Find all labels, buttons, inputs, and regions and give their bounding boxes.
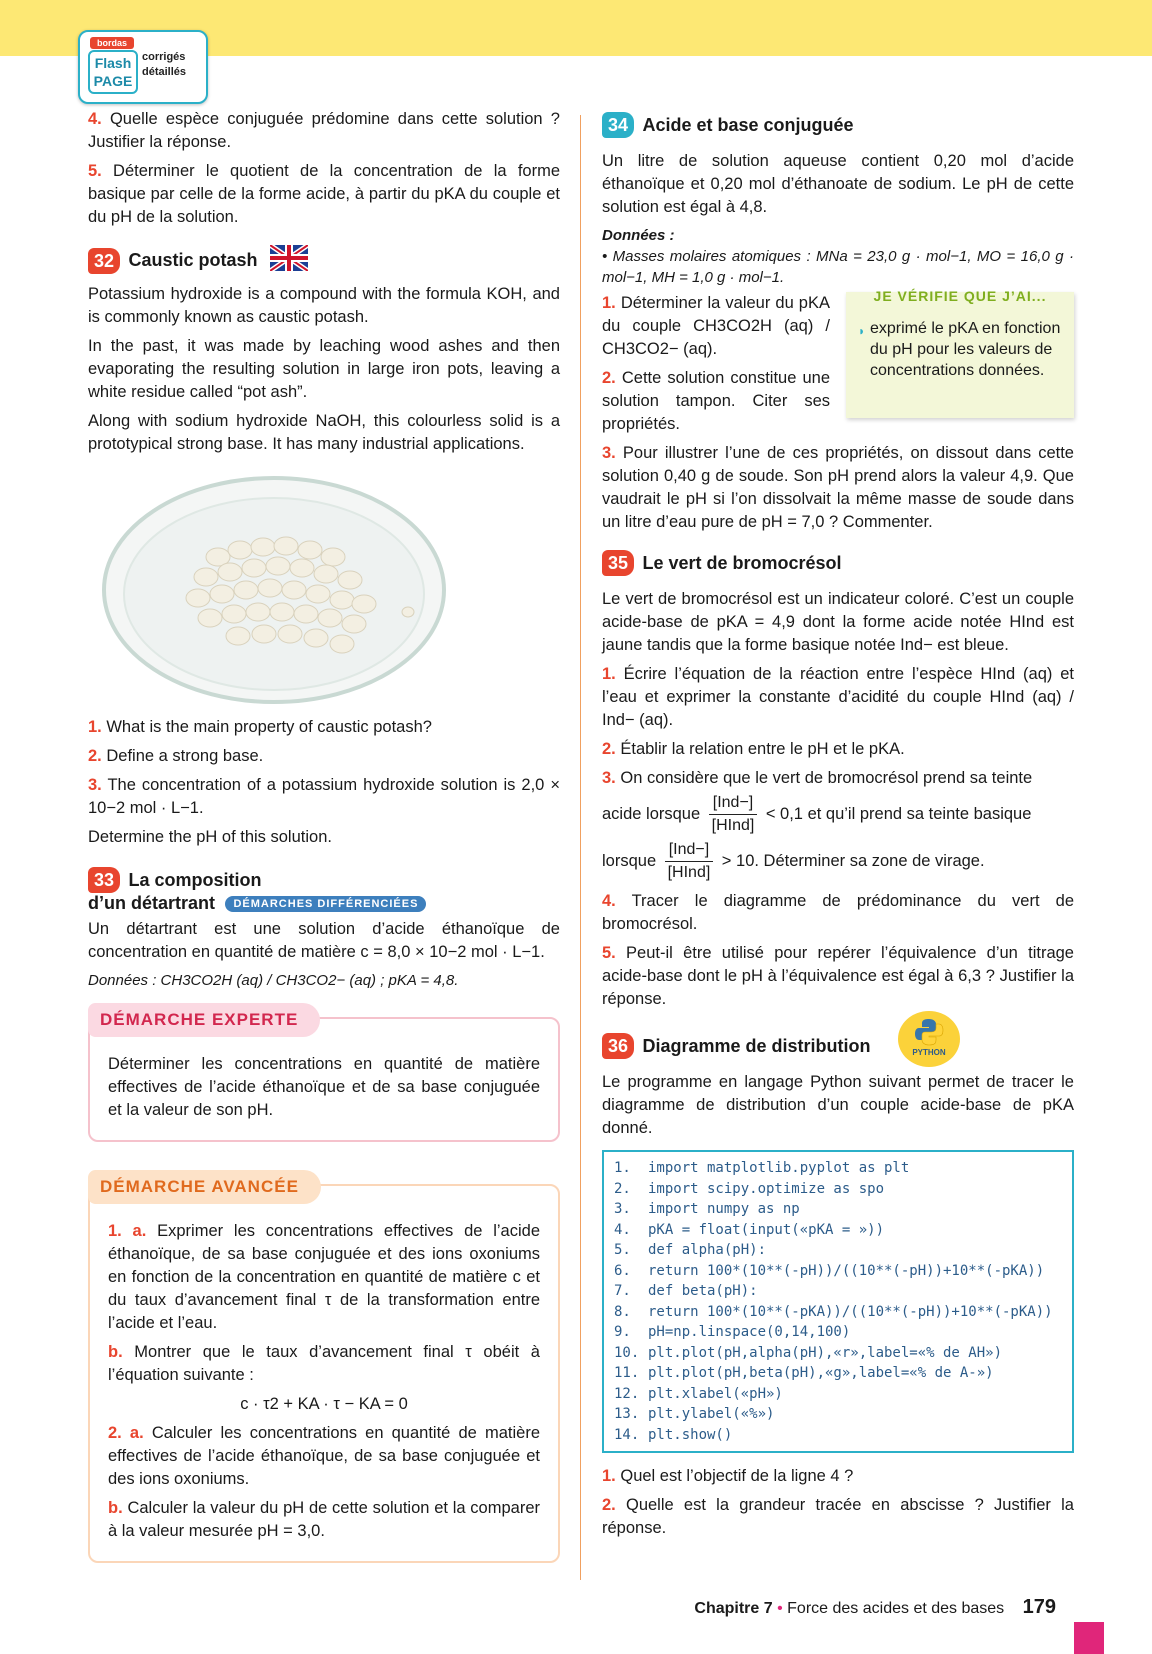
code-line: 1. import matplotlib.pyplot as plt	[614, 1160, 910, 1176]
code-line: 6. return 100*(10**(-pH))/((10**(-pH))+10**(-pKA))	[614, 1262, 1045, 1279]
ex32-question-3: 3. The concentration of a potassium hydroxide solution is 2,0 × 10−2 mol · L−1.	[88, 776, 560, 817]
page-corner-tab	[1074, 1622, 1104, 1654]
ex32-question-2: 2. Define a strong base.	[88, 747, 264, 765]
logo-brand: bordas	[90, 37, 134, 49]
ex34-question-1: 1. Déterminer la valeur du pKA du couple CH3CO2H (aq) / CH3CO2− (aq).	[602, 294, 830, 358]
ex36-question-2: 2. Quelle est la grandeur tracée en abscisse ? Justifier la réponse.	[602, 1496, 1074, 1537]
python-icon: PYTHON	[898, 1011, 960, 1067]
code-line: 11. plt.plot(pH,beta(pH),«g»,label=«% de A-»)	[614, 1365, 994, 1381]
ex32-question-3b: Determine the pH of this solution.	[88, 828, 332, 846]
ex34-paragraph: Un litre de solution aqueuse contient 0,20 mol d’acide éthanoïque et 0,20 mol d’éthanoate de sodium. Le pH de cette solution est égal à 4,8.	[602, 152, 1074, 216]
code-line: 3. import numpy as np	[614, 1201, 800, 1217]
exercise-title: Diagramme de distribution	[642, 1035, 871, 1056]
arrow-icon: ◗	[858, 324, 866, 338]
ratio-fraction: $\frac{\text{[Ind−]}}{\text{[HInd]}}$	[665, 839, 713, 884]
avancee-2b: b. Calculer la valeur du pH de cette solution et la comparer à la valeur mesurée pH = 3,0.	[108, 1499, 540, 1540]
ex35-paragraph: Le vert de bromocrésol est un indicateur coloré. C’est un couple acide-base de pKA = 4,9 dont la forme acide notée HInd est jaune tandis que la forme basique notée Ind− est bleue.	[602, 590, 1074, 654]
caustic-potash-photo	[88, 462, 560, 712]
ex32-paragraph-1: Potassium hydroxide is a compound with the formula KOH, and is commonly known as caustic potash.	[88, 285, 560, 326]
ex36-paragraph: Le programme en langage Python suivant permet de tracer le diagramme de distribution d’un couple acide-base de pKA donné.	[602, 1073, 1074, 1137]
logo-flash-page: Flash PAGE	[88, 50, 138, 94]
code-line: 12. plt.xlabel(«pH»)	[614, 1385, 783, 1402]
avancee-equation: c · τ2 + KA · τ − KA = 0	[240, 1395, 408, 1413]
ex34-data: Données : • Masses molaires atomiques : MNa = 23,0 g · mol−1, MO = 16,0 g · mol−1, MH = 1,0 g · mol−1.	[602, 227, 1074, 286]
exercise-title: Acide et base conjuguée	[642, 114, 854, 135]
code-line: 8. return 100*(10**(-pKA))/((10**(-pH))+10**(-pKA))	[614, 1303, 1053, 1320]
q4: 4. Quelle espèce conjuguée prédomine dans cette solution ? Justifier la réponse.	[88, 110, 560, 151]
ex35-question-3-line-1: acide lorsque $\frac{\text{[Ind−]}}{\text{[HInd]}}$ < 0,1 et qu’il prend sa teinte basique	[602, 792, 1074, 837]
ex35-question-4: 4. Tracer le diagramme de prédominance du vert de bromocrésol.	[602, 892, 1074, 933]
exercise-36-heading	[602, 1033, 1074, 1067]
column-divider	[580, 115, 581, 1580]
code-line: 4. pKA = float(input(«pKA = »))	[614, 1221, 885, 1238]
ex33-paragraph: Un détartrant est une solution d’acide éthanoïque de concentration en quantité de matière c = 8,0 × 10−2 mol · L−1.	[88, 920, 560, 961]
ex32-question-1: 1. What is the main property of caustic potash?	[88, 718, 432, 736]
exercise-title: Le vert de bromocrésol	[642, 552, 842, 573]
logo-corriges: corrigés détaillés	[142, 51, 187, 78]
avancee-1a: 1. a. Exprimer les concentrations effectives de l’acide éthanoïque, de sa base conjuguée et des ions oxoniums en fonction de la concentration en quantité de matière c et du taux d’avancement final τ de la transformation entre l’acide et l’eau.	[108, 1222, 540, 1332]
exercise-33-heading	[88, 867, 560, 914]
exercise-34-heading	[602, 112, 1074, 146]
bullet: •	[777, 1600, 783, 1617]
avancee-1b: b. Montrer que le taux d’avancement final τ obéit à l’équation suivante :	[108, 1343, 540, 1384]
demarche-experte-heading: DÉMARCHE EXPERTE	[88, 1003, 320, 1037]
ex35-question-3-line-2: lorsque $\frac{\text{[Ind−]}}{\text{[HInd]}}$ > 10. Déterminer sa zone de virage.	[602, 839, 1074, 884]
ex34-question-2: 2. Cette solution constitue une solution tampon. Citer ses propriétés.	[602, 369, 830, 433]
exercise-35-heading	[602, 550, 1074, 584]
ex35-question-3: 3. On considère que le vert de bromocrésol prend sa teinte	[602, 769, 1033, 787]
code-line: 13. plt.ylabel(«%»)	[614, 1406, 775, 1422]
code-line: 5. def alpha(pH):	[614, 1242, 767, 1258]
ex34-question-3: 3. Pour illustrer l’une de ces propriétés, on dissout dans cette solution 0,40 g de soude. Son pH prend alors la valeur 4,9. Que vaudrait le pH si l’on dissolvait la même masse de soude dans un litre d’eau pure de pH = 7,0 ? Commenter.	[602, 444, 1074, 531]
right-column	[602, 108, 1074, 1546]
differentiated-tag: DÉMARCHES DIFFÉRENCIÉES	[225, 896, 426, 912]
exercise-title-line-2: d’un détartrant	[88, 893, 216, 913]
ex34-questions	[602, 288, 1074, 534]
exercise-number: 36	[602, 1033, 634, 1059]
verify-box	[846, 288, 1074, 418]
flash-page-logo[interactable]	[78, 30, 208, 104]
code-line: 9. pH=np.linspace(0,14,100)	[614, 1324, 851, 1340]
q5: 5. Déterminer le quotient de la concentration de la forme basique par celle de la forme acide, à partir du pKA du couple et du pH de la solution.	[88, 162, 560, 226]
demarche-avancee-heading: DÉMARCHE AVANCÉE	[88, 1170, 321, 1204]
verify-heading: JE VÉRIFIE QUE J’AI...	[873, 288, 1047, 304]
page-number: 179	[1022, 1596, 1056, 1618]
ex32-paragraph-3: Along with sodium hydroxide NaOH, this colourless solid is a prototypical strong base. It has many industrial applications.	[88, 412, 560, 453]
chapter-label: Chapitre 7	[694, 1600, 773, 1617]
demarche-experte-text: Déterminer les concentrations en quantité de matière effectives de l’acide éthanoïque et de sa base conjuguée et la valeur de son pH.	[108, 1055, 540, 1119]
demarche-avancee-box	[88, 1177, 560, 1563]
exercise-number: 33	[88, 867, 120, 893]
exercise-title-line-1: La composition	[128, 869, 262, 890]
ex36-question-1: 1. Quel est l’objectif de la ligne 4 ?	[602, 1467, 854, 1485]
exercise-number: 34	[602, 112, 634, 138]
code-line: 10. plt.plot(pH,alpha(pH),«r»,label=«% de AH»)	[614, 1344, 1003, 1361]
code-line: 2. import scipy.optimize as spo	[614, 1180, 885, 1197]
exercise-32-heading	[88, 245, 560, 279]
demarche-experte-box	[88, 1010, 560, 1142]
ex33-data: Données : CH3CO2H (aq) / CH3CO2− (aq) ; pKA = 4,8.	[88, 972, 459, 989]
exercise-title: Caustic potash	[128, 250, 258, 270]
chapter-title: Force des acides et des bases	[787, 1600, 1005, 1617]
ex35-question-1: 1. Écrire l’équation de la réaction entre l’espèce HInd (aq) et l’eau et exprimer la constante d’acidité du couple HInd (aq) / Ind− (aq).	[602, 665, 1074, 729]
left-column	[88, 108, 560, 1563]
ex35-question-5: 5. Peut-il être utilisé pour repérer l’équivalence d’un titrage acide-base dont le pH à l’équivalence est égal à 6,3 ? Justifier la réponse.	[602, 944, 1074, 1008]
exercise-number: 32	[88, 248, 120, 274]
ratio-fraction: $\frac{\text{[Ind−]}}{\text{[HInd]}}$	[709, 792, 757, 837]
exercise-number: 35	[602, 550, 634, 576]
verify-text: exprimé le pKA en fonction du pH pour les valeurs de concentrations données.	[870, 320, 1061, 379]
page-footer	[694, 1596, 1056, 1619]
code-line: 14. plt.show()	[614, 1426, 733, 1443]
ex32-paragraph-2: In the past, it was made by leaching wood ashes and then evaporating the resulting solution in large iron pots, leaving a white residue called “pot ash”.	[88, 337, 560, 401]
code-line: 7. def beta(pH):	[614, 1283, 758, 1299]
uk-flag-icon	[270, 245, 308, 276]
avancee-2a: 2. a. Calculer les concentrations en quantité de matière effectives de l’acide éthanoïque, de sa base conjuguée et des ions oxoniums.	[108, 1424, 540, 1488]
python-code-block	[602, 1150, 1074, 1453]
ex35-question-2: 2. Établir la relation entre le pH et le pKA.	[602, 740, 905, 758]
